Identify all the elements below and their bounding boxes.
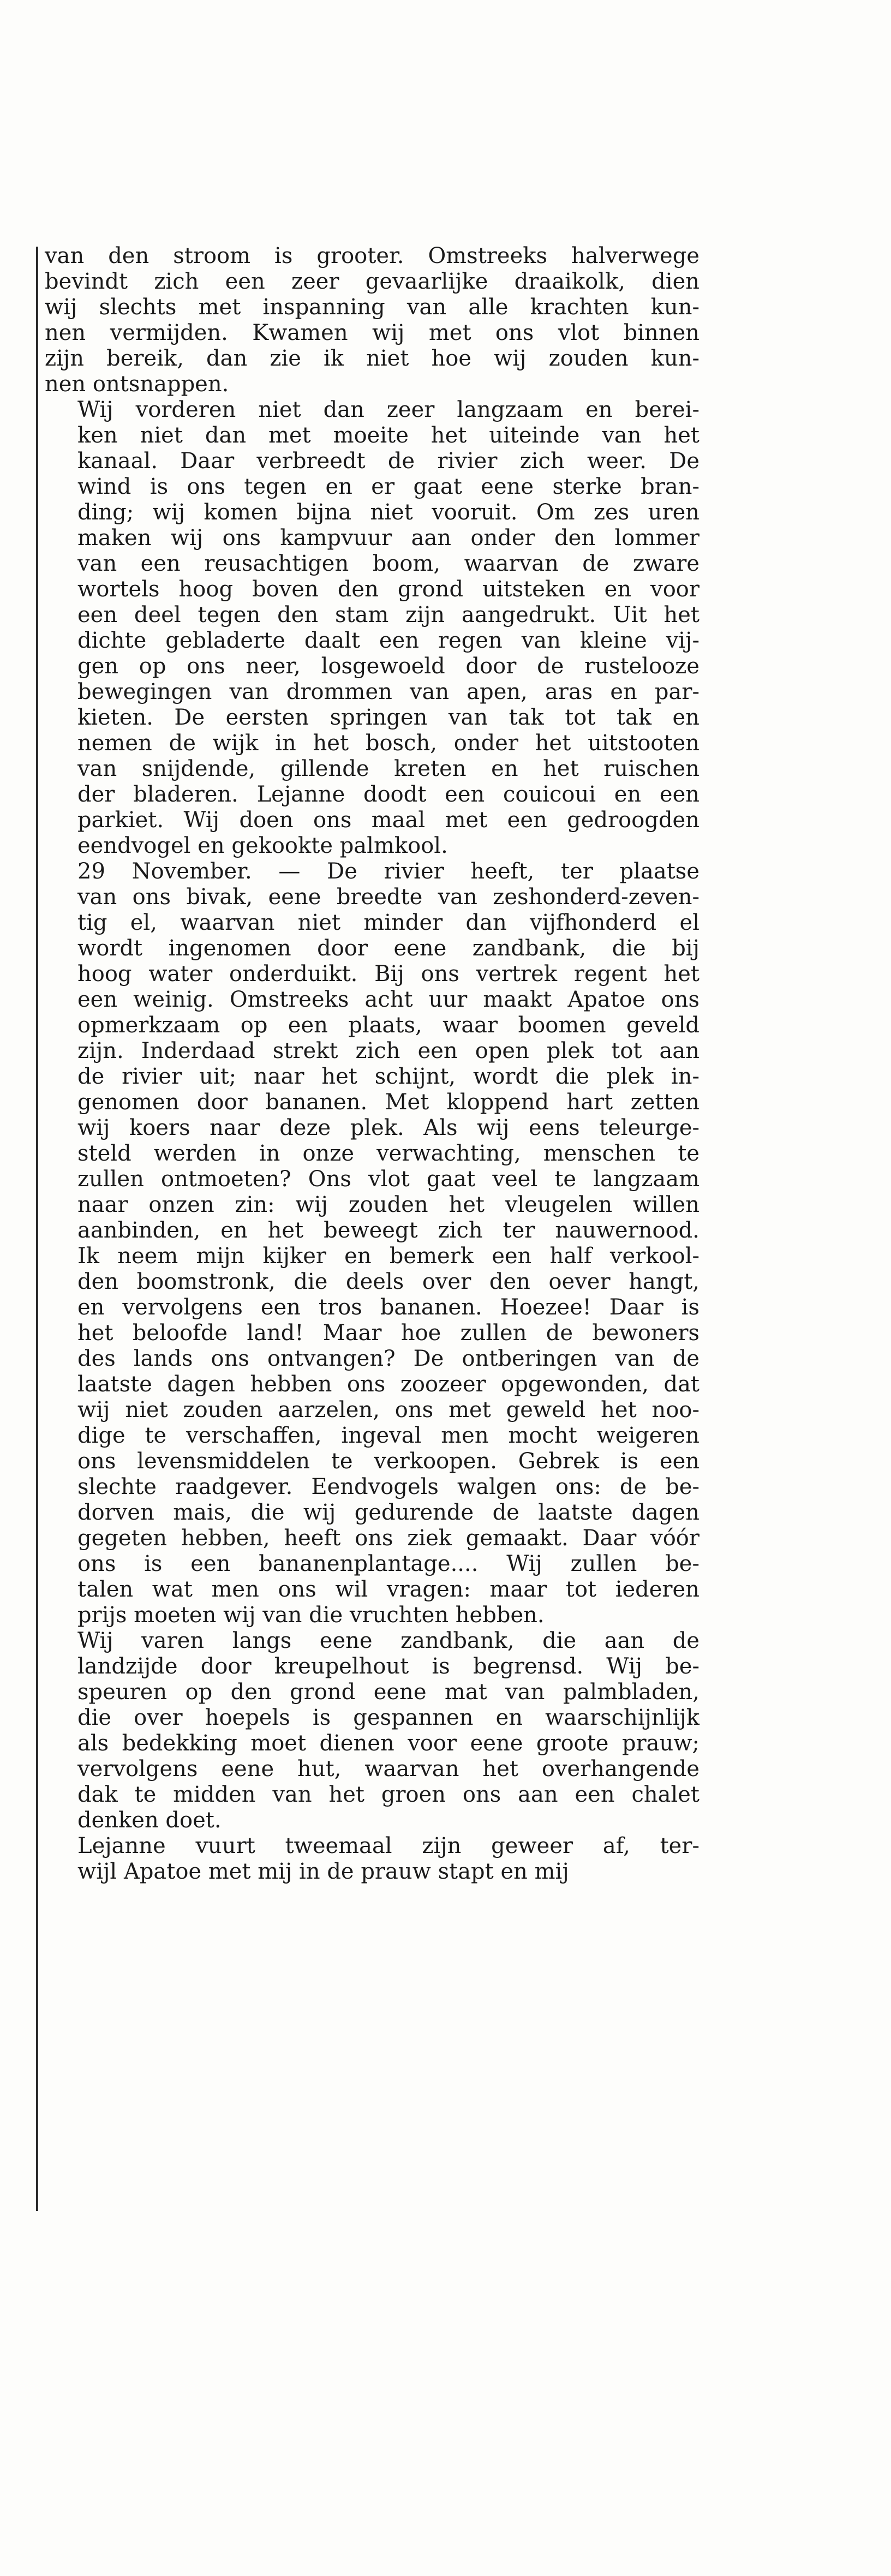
text-line: naar onzen zin: wij zouden het vleugelen willen xyxy=(77,1192,699,1217)
text-line: die over hoepels is gespannen en waarschijnlijk xyxy=(77,1705,699,1730)
text-line: landzijde door kreupelhout is begrensd. Wij be- xyxy=(77,1654,699,1679)
text-line: de rivier uit; naar het schijnt, wordt die plek in- xyxy=(77,1064,699,1089)
text-line: Wij varen langs eene zandbank, die aan de xyxy=(77,1628,699,1653)
text-line: een deel tegen den stam zijn aangedrukt. Uit het xyxy=(77,602,699,627)
text-line: wij koers naar deze plek. Als wij eens teleurge- xyxy=(77,1115,699,1140)
text-line: dige te verschaffen, ingeval men mocht weigeren xyxy=(77,1423,699,1448)
text-line: van ons bivak, eene breedte van zeshonderd-zeven- xyxy=(77,884,699,910)
text-line: 29 November. — De rivier heeft, ter plaatse xyxy=(77,859,699,884)
text-line: zijn bereik, dan zie ik niet hoe wij zouden kun- xyxy=(45,346,699,371)
text-line: dichte gebladerte daalt een regen van kleine vij- xyxy=(77,628,699,653)
text-line: denken doet. xyxy=(77,1808,222,1833)
text-line: wind is ons tegen en er gaat eene sterke bran- xyxy=(77,474,699,499)
text-line: den boomstronk, die deels over den oever hangt, xyxy=(77,1269,699,1294)
text-line: ding; wij komen bijna niet vooruit. Om zes uren xyxy=(77,500,699,525)
text-line: nen vermijden. Kwamen wij met ons vlot binnen xyxy=(45,320,699,345)
text-line: en vervolgens een tros bananen. Hoezee! Daar is xyxy=(77,1295,699,1320)
text-line: parkiet. Wij doen ons maal met een gedroogden xyxy=(77,808,699,833)
text-line: bewegingen van drommen van apen, aras en par- xyxy=(77,679,699,704)
text-line: bevindt zich een zeer gevaarlijke draaikolk, dien xyxy=(45,269,699,294)
text-line: nemen de wijk in het bosch, onder het uitstooten xyxy=(77,731,699,756)
text-line: ons levensmiddelen te verkoopen. Gebrek is een xyxy=(77,1449,699,1474)
text-line: Ik neem mijn kijker en bemerk een half verkool- xyxy=(77,1244,699,1269)
text-line: van snijdende, gillende kreten en het ruischen xyxy=(77,756,699,781)
text-line: des lands ons ontvangen? De ontberingen van de xyxy=(77,1346,699,1371)
text-line: talen wat men ons wil vragen: maar tot iederen xyxy=(77,1577,699,1602)
text-line: maken wij ons kampvuur aan onder den lommer xyxy=(77,525,699,551)
text-line: zijn. Inderdaad strekt zich een open plek tot aan xyxy=(77,1038,699,1063)
margin-rule xyxy=(36,247,38,2211)
text-line: zullen ontmoeten? Ons vlot gaat veel te langzaam xyxy=(77,1167,699,1192)
text-line: wijl Apatoe met mij in de prauw stapt en mij xyxy=(77,1859,569,1884)
text-line: wortels hoog boven den grond uitsteken en voor xyxy=(77,577,699,602)
text-line: der bladeren. Lejanne doodt een couicoui en een xyxy=(77,782,699,807)
text-line: laatste dagen hebben ons zoozeer opgewonden, dat xyxy=(77,1372,699,1397)
text-line: Wij vorderen niet dan zeer langzaam en berei- xyxy=(77,397,699,422)
text-line: genomen door bananen. Met kloppend hart zetten xyxy=(77,1090,699,1115)
text-line: slechte raadgever. Eendvogels walgen ons: de be- xyxy=(77,1474,699,1499)
text-line: kanaal. Daar verbreedt de rivier zich weer. De xyxy=(77,449,699,474)
text-line: wij niet zouden aarzelen, ons met geweld het noo- xyxy=(77,1397,699,1423)
text-line: van den stroom is grooter. Omstreeks halverwege xyxy=(45,243,699,268)
text-line: nen ontsnappen. xyxy=(45,372,229,397)
text-line: opmerkzaam op een plaats, waar boomen geveld xyxy=(77,1013,699,1038)
text-line: een weinig. Omstreeks acht uur maakt Apatoe ons xyxy=(77,987,699,1012)
text-line: gegeten hebben, heeft ons ziek gemaakt. Daar vóór xyxy=(77,1526,699,1551)
text-column xyxy=(45,243,699,1885)
text-line: dak te midden van het groen ons aan een chalet xyxy=(77,1782,699,1807)
paragraph xyxy=(45,859,699,1628)
text-line: als bedekking moet dienen voor eene groote prauw; xyxy=(77,1731,699,1756)
text-line: eendvogel en gekookte palmkool. xyxy=(77,833,448,858)
text-line: het beloofde land! Maar hoe zullen de bewoners xyxy=(77,1320,699,1346)
text-line: ons is een bananenplantage.... Wij zullen be- xyxy=(77,1551,699,1576)
text-line: vervolgens eene hut, waarvan het overhangende xyxy=(77,1756,699,1782)
text-line: wij slechts met inspanning van alle krachten kun- xyxy=(45,295,699,320)
text-line: aanbinden, en het beweegt zich ter nauwernood. xyxy=(77,1218,699,1243)
text-line: van een reusachtigen boom, waarvan de zware xyxy=(77,551,699,576)
text-line: hoog water onderduikt. Bij ons vertrek regent het xyxy=(77,961,699,987)
paragraph xyxy=(45,397,699,859)
text-line: Lejanne vuurt tweemaal zijn geweer af, ter- xyxy=(77,1833,699,1858)
text-line: tig el, waarvan niet minder dan vijfhonderd el xyxy=(77,910,699,935)
text-line: gen op ons neer, losgewoeld door de rustelooze xyxy=(77,654,699,679)
paragraph xyxy=(45,243,699,397)
text-line: steld werden in onze verwachting, menschen te xyxy=(77,1141,699,1166)
paragraph xyxy=(45,1833,699,1885)
text-line: prijs moeten wij van die vruchten hebben. xyxy=(77,1603,545,1628)
paragraph xyxy=(45,1628,699,1833)
text-line: kieten. De eersten springen van tak tot tak en xyxy=(77,705,699,730)
text-line: wordt ingenomen door eene zandbank, die bij xyxy=(77,936,699,961)
text-line: ken niet dan met moeite het uiteinde van het xyxy=(77,423,699,448)
text-line: speuren op den grond eene mat van palmbladen, xyxy=(77,1680,699,1705)
text-line: dorven mais, die wij gedurende de laatste dagen xyxy=(77,1500,699,1525)
